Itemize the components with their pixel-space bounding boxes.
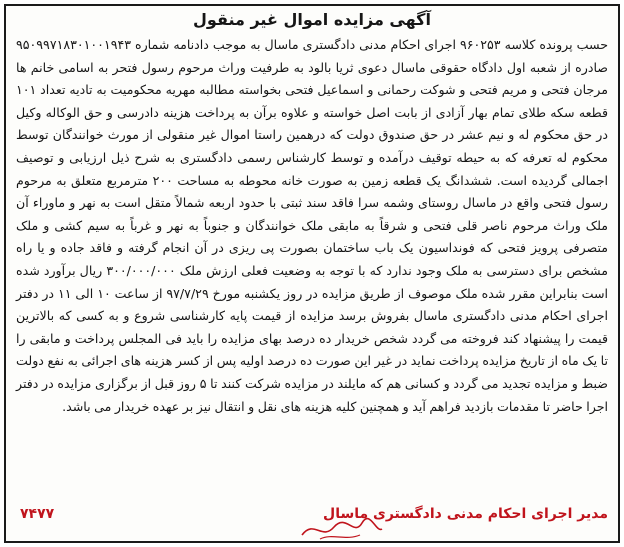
notice-title: آگهی مزایده اموال غیر منقول	[193, 10, 431, 29]
reference-code: ۷۴۷۷	[20, 506, 55, 522]
signature-row	[16, 501, 608, 527]
auction-notice	[4, 4, 620, 543]
notice-body: حسب پرونده کلاسه ۹۶۰۲۵۳ اجرای احکام مدنی دادگستری ماسال به موجب دادنامه شماره ۹۵۰۹۹۷۱۸۳۰۱۰۰۱۹۴۳ صادره از شعبه اول دادگاه حقوقی ماسال دعوی ثریا بالود به طرفیت وراث مرحوم رسول فتحر به اسامی خانم ها مرجان فتحی و مریم فتحی و شوکت رحمانی و اسماعیل فتحی بخواسته مطالبه مهریه محکومیت به تادیه تعداد ۱۰۱ قطعه سکه طلای تمام بهار آزادی از بابت اصل خواسته و علاوه برآن به پرداخت هزینه دادرسی و حق الوکاله وکیل در حق محکوم له و نیم عشر در حق صندوق دولت که درهمین راستا اموال غیر منقولی از مورث خوانندگان توسط محکوم له تعرفه که به حیطه توقیف درآمده و توسط کارشناس رسمی دادگستری به شرح ذیل ارزیابی و توصیف اجمالی گردیده است. ششدانگ یک قطعه زمین به صورت خانه محوطه به مساحت ۲۰۰ مترمربع متعلق به مرحوم رسول فتحی واقع در ماسال روستای وشمه سرا فاقد سند ثبتی با حدود اربعه شمالاً متقل است به نهر و ماوراء آن ملک وراث مرحوم ناصر قلی فتحی و شرقاً به مابقی ملک خوانندگان و جنوباً به نهر و غرباً به سیم کشی و ملک متصرفی پرویز فتحی که فونداسیون یک باب ساختمان بصورت پی ریزی در آن انجام گرفته و فاقد جاده و یا راه مشخص برای دسترسی به ملک وجود ندارد که با توجه به وضعیت فعلی ارزش ملک ۳۰۰/۰۰۰/۰۰۰ ریال برآورد شده است بنابراین مقرر شده ملک موصوف از طریق مزایده در روز یکشنبه مورخ ۹۷/۷/۲۹ از ساعت ۱۰ الی ۱۱ در دفتر اجرای احکام مدنی دادگستری ماسال بفروش برسد مزایده از قیمت پایه کارشناسی شروع و به کسی که بالاترین قیمت را پیشنهاد کند فروخته می گردد شخص خریدار ده درصد بهای مزایده را باید فی المجلس پرداخت و مابقی را تا یک ماه از تاریخ مزایده پرداخت نماید در غیر این صورت ده درصد اولیه پس از کسر هزینه های اجرائی به نفع دولت ضبط و مزایده تجدید می گردد و کسانی هم که مایلند در مزایده شرکت کنند تا ۵ روز قبل از برگزاری مزایده در دفتر اجرا حاضر تا مقدمات بازدید فراهم آید و همچنین کلیه هزینه های نقل و انتقال نیز بر عهده خریدار می باشد.	[16, 37, 609, 414]
handwritten-signature-icon	[296, 515, 386, 543]
signature-line: مدیر اجرای احکام مدنی دادگستری ماسال	[323, 506, 608, 522]
